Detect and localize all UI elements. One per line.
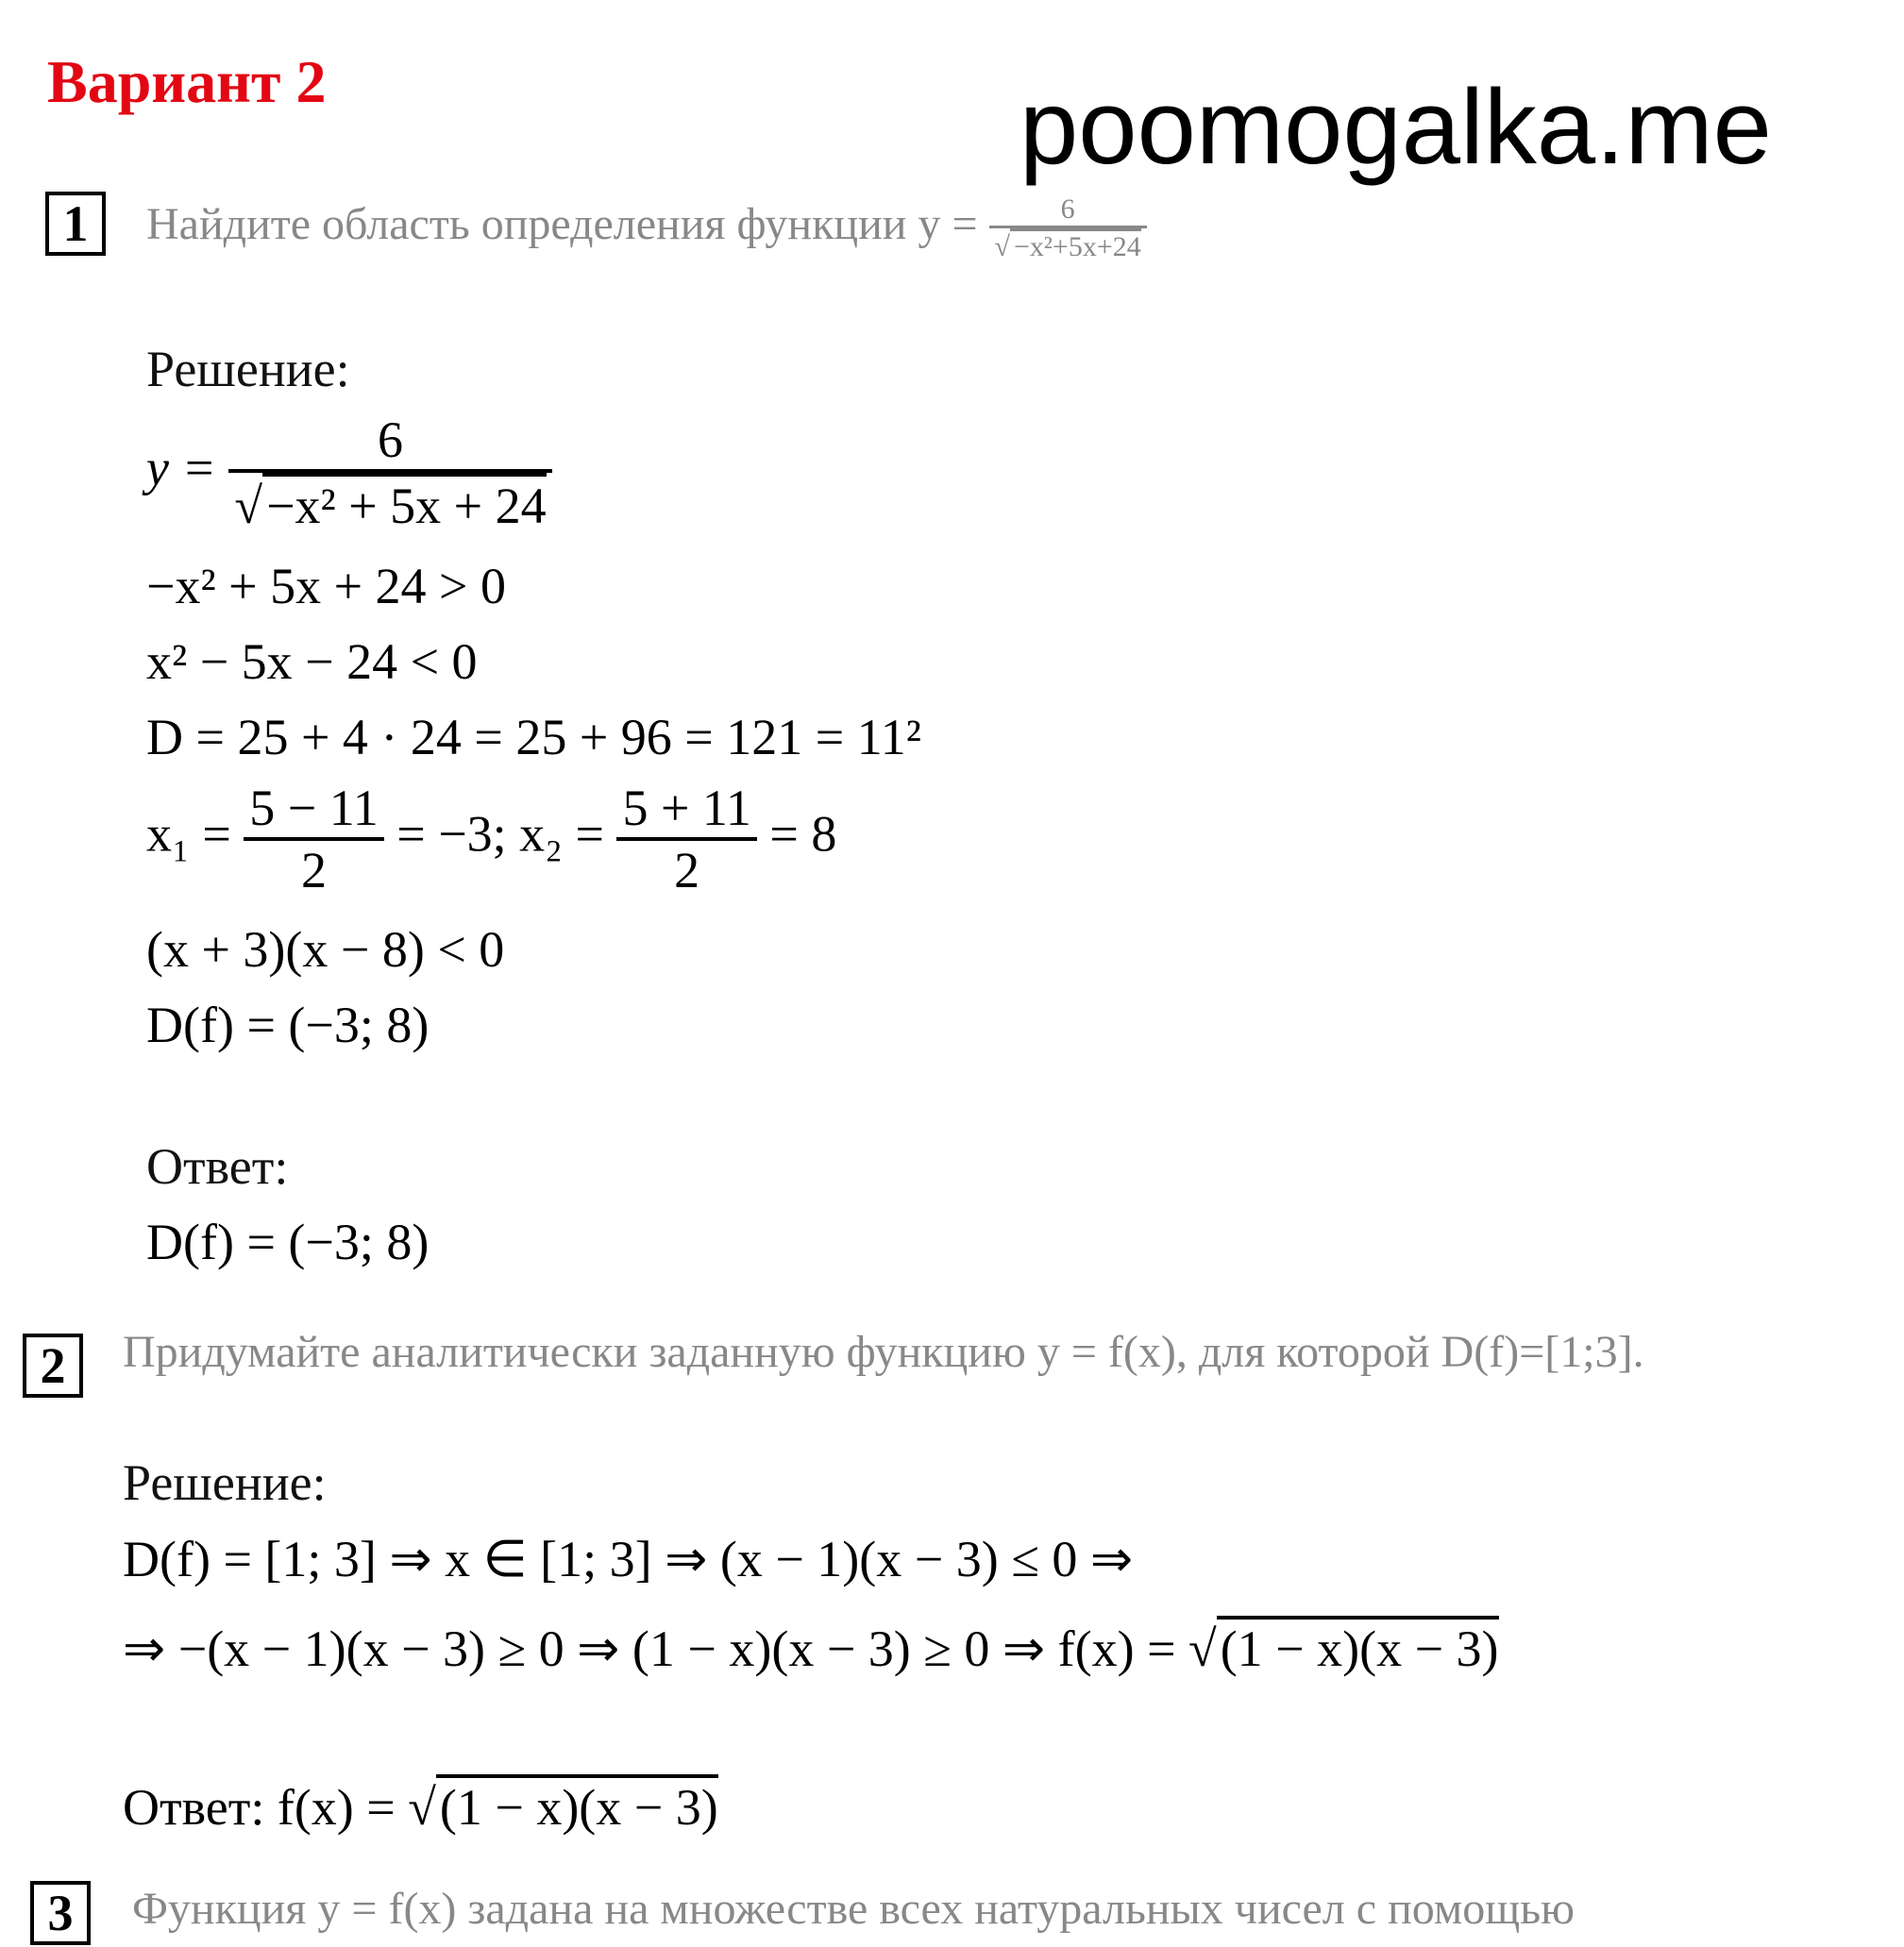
site-watermark: poomogalka.me: [1019, 68, 1772, 186]
task1-x2-result: = 8: [769, 805, 837, 863]
task1-line6: (x + 3)(x − 8) < 0: [146, 921, 505, 978]
task2-text: Придумайте аналитически заданную функцию y = f(x), для которой D(f)=[1;3].: [123, 1327, 1644, 1377]
task1-line2: −x² + 5x + 24 > 0: [146, 558, 507, 614]
task2-answer-a: Ответ: f(x) = √: [123, 1779, 436, 1836]
task1-line3: x² − 5x − 24 < 0: [146, 633, 478, 690]
task1-x2-fraction: [616, 779, 756, 899]
task-number-3: 3: [30, 1881, 91, 1945]
task1-line7: D(f) = (−3; 8): [146, 997, 430, 1053]
task1-fraction: [989, 193, 1147, 263]
task2-solution-label: Решение:: [123, 1454, 327, 1511]
task2-line2-radicand: (1 − x)(x − 3): [1217, 1616, 1499, 1678]
task1-solution-label: Решение:: [146, 341, 350, 397]
task-number-2: 2: [23, 1334, 83, 1398]
task1-x1-mid: = −3; x₂ =: [396, 805, 604, 863]
task1-answer-label: Ответ:: [146, 1138, 289, 1195]
task1-x1-fraction: [244, 779, 383, 899]
task1-x2-den: 2: [616, 837, 756, 899]
task1-x1-num: 5 − 11: [249, 780, 379, 836]
task2-line2-a: ⇒ −(x − 1)(x − 3) ≥ 0 ⇒ (1 − x)(x − 3) ≥ 0 ⇒ f(x) = √: [123, 1620, 1217, 1677]
task1-frac-num: 6: [1060, 193, 1075, 225]
task-number-1: 1: [45, 192, 106, 256]
task2-line1: D(f) = [1; 3] ⇒ x ∈ [1; 3] ⇒ (x − 1)(x − 3) ≤ 0 ⇒: [123, 1531, 1134, 1587]
task1-roots: [146, 779, 836, 899]
task1-eq-y-radicand: −x² + 5x + 24: [262, 473, 547, 535]
task1-x2-num: 5 + 11: [622, 780, 751, 836]
task1-answer: D(f) = (−3; 8): [146, 1214, 430, 1270]
task1-eq-y: [146, 411, 552, 535]
task1-text: [146, 193, 1147, 263]
task1-statement: Найдите область определения функции y =: [146, 199, 978, 250]
task2-line2: [123, 1616, 1499, 1678]
task1-eq-y-fraction: [228, 411, 551, 535]
task2-answer-radicand: (1 − x)(x − 3): [436, 1774, 718, 1837]
task1-frac-den-radicand: −x²+5x+24: [1010, 228, 1141, 263]
task1-eq-y-num: 6: [378, 411, 404, 468]
task2-answer: [123, 1774, 718, 1837]
task1-line4: D = 25 + 4 · 24 = 25 + 96 = 121 = 11²: [146, 709, 921, 765]
variant-title: Вариант 2: [47, 48, 327, 115]
task1-frac-den: √ −x²+5x+24: [989, 226, 1147, 263]
task1-x1-lhs: x₁ =: [146, 805, 231, 863]
task3-text: Функция y = f(x) задана на множестве всех натуральных чисел с помощью: [132, 1884, 1575, 1934]
task1-eq-y-lhs: y =: [146, 439, 216, 496]
task1-x1-den: 2: [244, 837, 383, 899]
task1-eq-y-den: √−x² + 5x + 24: [228, 469, 551, 535]
